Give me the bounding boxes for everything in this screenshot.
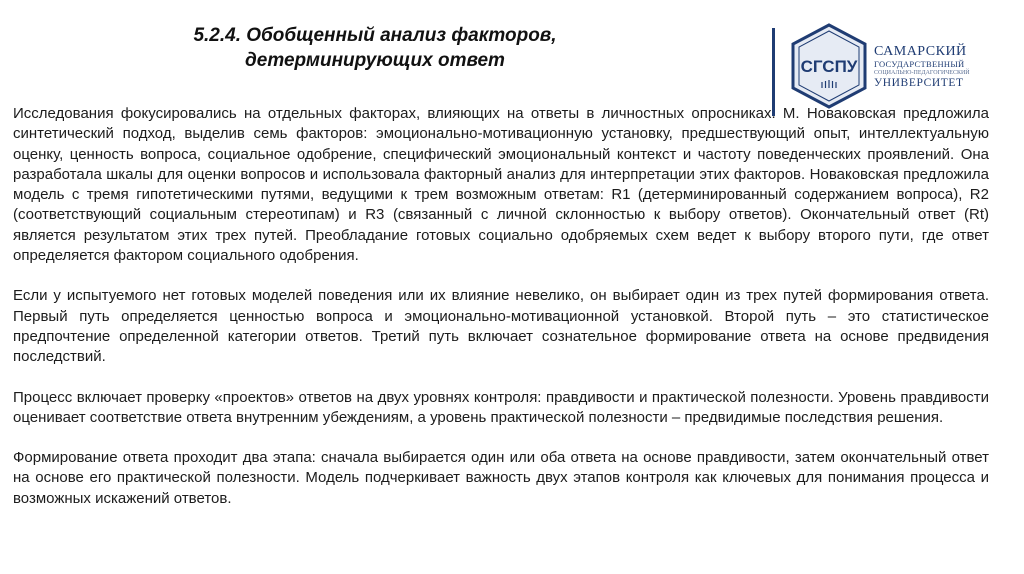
slide-title <box>140 23 610 73</box>
logo-line-1: САМАРСКИЙ <box>874 44 967 59</box>
logo-line-4: УНИВЕРСИТЕТ <box>874 77 964 89</box>
header-divider <box>772 28 775 116</box>
logo-line-3: СОЦИАЛЬНО-ПЕДАГОГИЧЕСКИЙ <box>874 70 970 76</box>
university-logo-wordmark <box>874 44 994 90</box>
slide-title-line-1: 5.2.4. Обобщенный анализ факторов, <box>193 25 557 46</box>
slide-title-line-2: детерминирующих ответ <box>245 50 505 71</box>
body-paragraph-3: Процесс включает проверку «проектов» ответов на двух уровнях контроля: правдивости и практической полезности. Уровень правдивости оценивает соответствие ответа внутренним убеждениям, а уровень практической полезности – предвидимые последствия решения. <box>13 388 989 426</box>
shield-icon <box>789 22 869 110</box>
body-paragraph-4: Формирование ответа проходит два этапа: сначала выбирается один или оба ответа на основе правдивости, затем окончательный ответ на основе его практической полезности. Модель подчеркивает важность двух этапов контроля как ключевых для понимания процесса и возможных искажений ответов. <box>13 449 989 507</box>
logo-emblem-text: СГСПУ <box>800 57 858 76</box>
body-paragraph-1: Исследования фокусировались на отдельных факторах, влияющих на ответы в личностных опросниках. М. Новаковская предложила синтетический подход, выделив семь факторов: эмоционально-мотивационную установку, предшествующий опыт, интеллектуальную оценку, ценность вопроса, социальное одобрение, специфический эмоциональный контекст и частоту поведенческих проявлений. Она разработала шкалы для оценки вопросов и использовала факторный анализ для интерпретации этих факторов. Новаковская предложила модель с тремя гипотетическими путями, ведущими к трем возможным ответам: R1 (детерминированный содержанием вопроса), R2 (соответствующий социальным стереотипам) и R3 (связанный с личной склонностью к выбору ответов). Окончательный ответ (Rt) является результатом этих трех путей. Преобладание готовых социально одобряемых схем ведет к выбору второго пути, где ответ определяется фактором социального одобрения. <box>13 105 989 265</box>
body-paragraph-2: Если у испытуемого нет готовых моделей поведения или их влияние невелико, он выбирает один из трех путей формирования ответа. Первый путь определяется ценностью вопроса и эмоционально-мотивационной установкой. Второй путь – это статистическое предпочтение определенной категории ответов. Третий путь включает сознательное формирование ответа на основе предвидения последствий. <box>13 287 989 366</box>
slide-body <box>13 104 989 529</box>
university-logo-emblem <box>789 22 869 110</box>
logo-line-2: ГОСУДАРСТВЕННЫЙ <box>874 59 965 69</box>
